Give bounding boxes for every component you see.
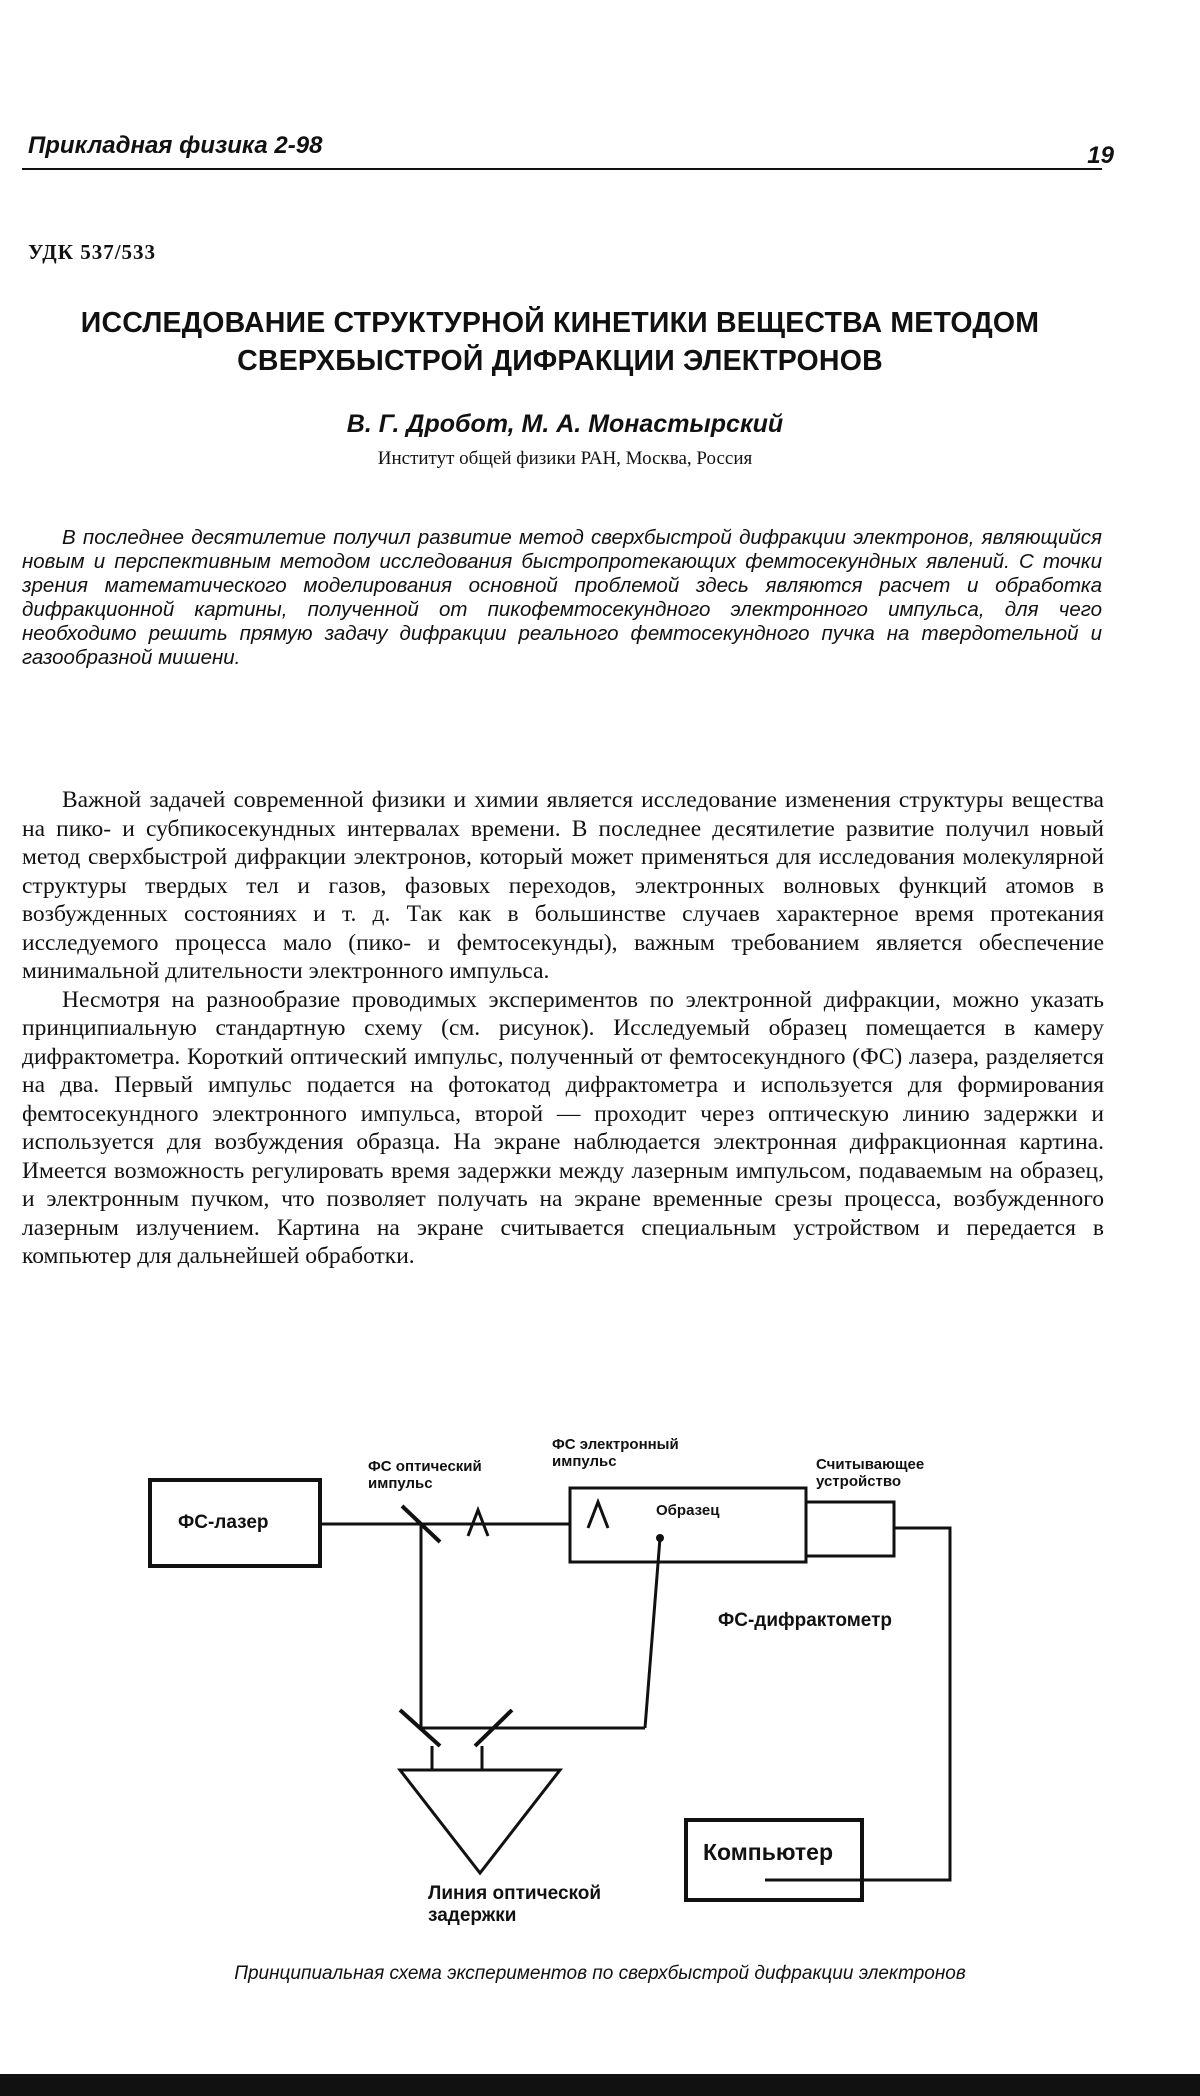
experiment-schematic: [0, 1428, 1200, 1948]
schematic-drawing: [0, 1428, 1200, 1948]
figure-caption: Принципиальная схема экспериментов по сверхбыстрой дифракции электронов: [234, 1963, 966, 1984]
affiliation: Институт общей физики РАН, Москва, Россия: [377, 448, 753, 469]
reader-box: [806, 1502, 894, 1556]
laser-label: ФС-лазер: [178, 1512, 269, 1533]
udk-code: УДК 537/533: [28, 240, 157, 264]
diffractometer-label: ФС-дифрактометр: [718, 1610, 893, 1631]
delay-line-label: Линия оптической задержки: [428, 1883, 602, 1926]
computer-label: Компьютер: [703, 1839, 834, 1865]
reader-cable: [765, 1528, 950, 1880]
reader-label: Считывающее устройство: [816, 1456, 925, 1490]
page-number: 19: [1087, 142, 1114, 169]
running-header: [22, 128, 1114, 170]
sample-point: [656, 1534, 664, 1542]
abstract: В последнее десятилетие получил развитие метод сверхбыстрой дифракции электронов, являющийся новым и перспективным методом исследования быстропротекающих фемтосекундных явлений. С точки зрения математического моделирования основной проблемой здесь являются расчет и обработка дифракционной картины, полученной от пикофемтосекундного электронного импульса, для чего необходимо решить прямую задачу дифракции реального фемтосекундного пучка на твердотельной и газообразной мишени.: [22, 526, 1102, 669]
optical-pulse-label: ФС оптический импульс: [368, 1458, 482, 1492]
scan-edge: [0, 2074, 1200, 2096]
sample-label: Образец: [656, 1502, 720, 1519]
journal-name: Прикладная физика 2-98: [28, 132, 323, 159]
body-text: [22, 786, 1104, 1271]
beam-up-to-sample: [645, 1538, 660, 1728]
electron-pulse-symbol: [588, 1502, 608, 1528]
delay-prism: [400, 1770, 560, 1873]
paragraph-1: Важной задачей современной физики и химии является исследование изменения структуры вещества на пико- и субпикосекундных интервалах времени. В последнее десятилетие развитие получил новый метод сверхбыстрой дифракции электронов, который может применяться для исследования молекулярной структуры твердых тел и газов, фазовых переходов, электронных волновых функций атомов в возбужденных состояниях и т. д. Так как в большинстве случаев характерное время протекания исследуемого процесса мало (пико- и фемтосекунды), важным требованием является обеспечение минимальной длительности электронного импульса.: [22, 787, 1104, 984]
authors: В. Г. Дробот, М. А. Монастырский: [346, 410, 784, 438]
paragraph-2: Несмотря на разнообразие проводимых экспериментов по электронной дифракции, можно указать принципиальную стандартную схему (см. рисунок). Исследуемый образец помещается в камеру дифрактометра. Короткий оптический импульс, полученный от фемтосекундного (ФС) лазера, разделяется на два. Первый импульс подается на фотокатод дифрактометра и используется для формирования фемтосекундного электронного импульса, второй — проходит через оптическую линию задержки и используется для возбуждения образца. На экране наблюдается электронная дифракционная картина. Имеется возможность регулировать время задержки между лазерным импульсом, подаваемым на образец, и электронным пучком, что позволяет получать на экране временные срезы процесса, возбужденного лазерным излучением. Картина на экране считывается специальным устройством и передается в компьютер для дальнейшей обработки.: [22, 986, 1104, 1269]
electron-pulse-label: ФС электронный импульс: [552, 1436, 679, 1470]
title-line-1: ИССЛЕДОВАНИЕ СТРУКТУРНОЙ КИНЕТИКИ ВЕЩЕСТВА МЕТОДОМ: [80, 307, 1040, 339]
title-line-2: СВЕРХБЫСТРОЙ ДИФРАКЦИИ ЭЛЕКТРОНОВ: [237, 345, 883, 377]
article-title: [30, 304, 1090, 380]
